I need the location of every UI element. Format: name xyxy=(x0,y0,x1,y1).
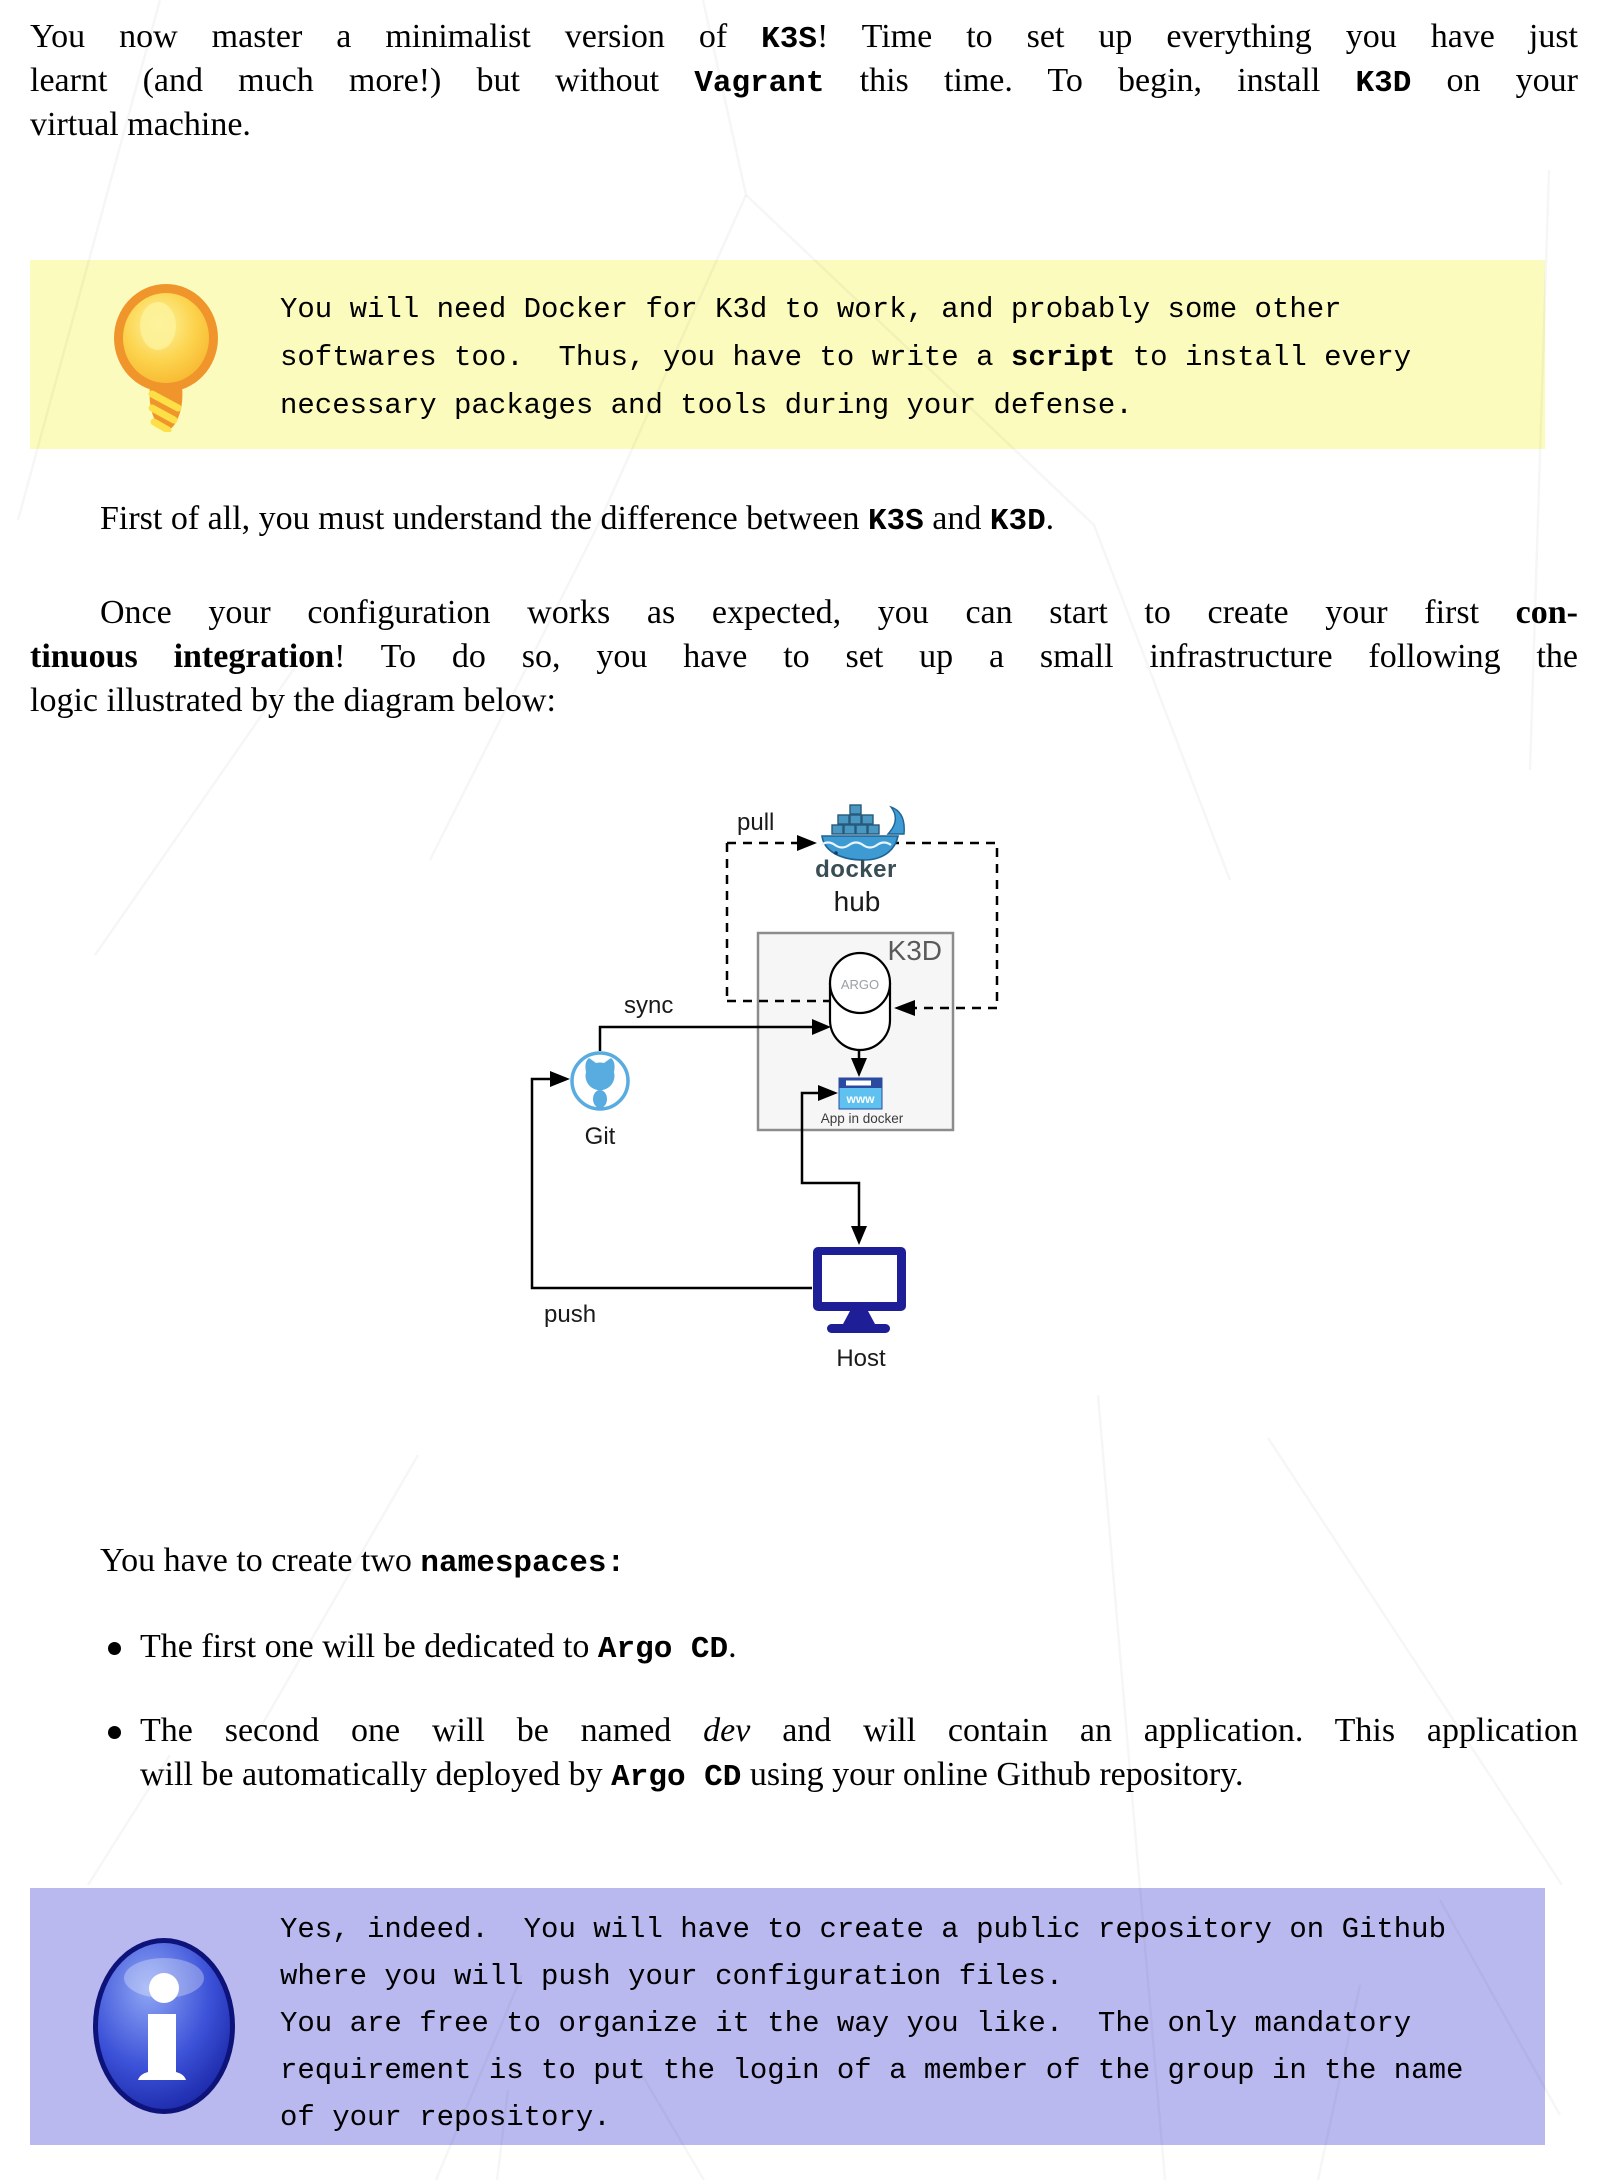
info-box xyxy=(30,1888,1545,2145)
text-segment: this time. To begin, install xyxy=(824,62,1356,99)
paragraph-line xyxy=(30,636,1578,679)
info-line: of your repository. xyxy=(280,2101,611,2134)
paragraph-line xyxy=(30,60,1578,104)
www-label: www xyxy=(846,1092,875,1106)
text-segment: and will contain an application. This application xyxy=(750,1712,1578,1749)
text-segment: and xyxy=(923,500,990,537)
text-segment: The second one will be named xyxy=(140,1712,704,1749)
bullet-item xyxy=(140,1754,1243,1798)
app-caption: App in docker xyxy=(820,1111,904,1126)
host-label: Host xyxy=(836,1345,886,1372)
lightbulb-icon xyxy=(102,282,234,432)
git-arrowhead xyxy=(550,1071,570,1087)
paragraph-line xyxy=(30,16,1578,60)
text-segment: will be automatically deployed by xyxy=(140,1756,612,1793)
paragraph-line xyxy=(30,680,556,723)
text-segment: virtual machine. xyxy=(30,106,251,143)
text-segment: on your xyxy=(1411,62,1578,99)
docker-logo-icon xyxy=(821,805,904,860)
bullet-marker xyxy=(108,1642,121,1655)
github-icon xyxy=(572,1053,628,1109)
host-arrowhead xyxy=(851,1226,867,1245)
text-segment: ! Time to set up everything you have just xyxy=(816,18,1578,55)
pull-arrowhead xyxy=(797,835,817,851)
bullet-marker xyxy=(108,1726,121,1739)
hint-line xyxy=(280,340,1411,376)
paragraph-line xyxy=(30,104,251,147)
pull-label: pull xyxy=(737,809,775,836)
host-monitor-icon xyxy=(813,1247,906,1333)
text-segment: You will need Docker for K3d to work, and probably some other xyxy=(280,293,1342,326)
paragraph-line xyxy=(100,592,1578,635)
text-segment: logic illustrated by the diagram below: xyxy=(30,682,556,719)
text-segment: Once your configuration works as expected, you can start to create your first xyxy=(100,594,1516,631)
docker-wordmark: docker xyxy=(815,856,897,883)
text-segment: You now master a minimalist version of xyxy=(30,18,762,55)
text-segment: tinuous integration xyxy=(30,638,335,675)
argo-cylinder xyxy=(830,953,890,1050)
text-segment: You have to create two xyxy=(100,1542,421,1579)
hint-line xyxy=(280,388,1133,424)
hint-box xyxy=(30,260,1545,449)
text-segment: Argo CD xyxy=(611,1760,742,1795)
text-segment: Vagrant xyxy=(694,66,825,101)
text-segment: to install every xyxy=(1115,341,1412,374)
ci-diagram xyxy=(500,790,1020,1390)
text-segment: namespaces: xyxy=(420,1546,626,1581)
hint-line xyxy=(280,292,1342,328)
text-segment: K3D xyxy=(989,504,1046,539)
text-segment: First of all, you must understand the difference between xyxy=(100,500,868,537)
text-segment: dev xyxy=(703,1712,751,1749)
text-segment: . xyxy=(1045,500,1055,537)
text-segment: learnt (and much more!) but without xyxy=(30,62,695,99)
text-segment: ! To do so, you have to set up a small infrastructure following the xyxy=(334,638,1579,675)
text-segment: softwares too. Thus, you have to write a xyxy=(280,341,1011,374)
k3d-label: K3D xyxy=(887,935,942,966)
text-segment: Argo CD xyxy=(597,1632,729,1667)
push-label: push xyxy=(544,1301,597,1328)
info-line: where you will push your configuration files. xyxy=(280,1960,1064,1993)
text-segment: using your online Github repository. xyxy=(741,1756,1244,1793)
text-segment: K3D xyxy=(1355,66,1412,101)
text-segment: K3S xyxy=(867,504,924,539)
app-in-docker-icon xyxy=(839,1078,882,1109)
text-segment: K3S xyxy=(761,22,817,57)
sync-label: sync xyxy=(624,992,674,1019)
text-segment: . xyxy=(728,1628,737,1665)
info-line: Yes, indeed. You will have to create a public repository on Github xyxy=(280,1913,1446,1946)
paragraph-line xyxy=(100,1540,625,1584)
hub-label: hub xyxy=(833,886,881,917)
bullet-item xyxy=(140,1710,1578,1753)
argo-label: ARGO xyxy=(840,977,880,992)
paragraph-line xyxy=(100,498,1054,542)
info-icon xyxy=(90,1936,238,2116)
git-label: Git xyxy=(584,1123,616,1150)
bullet-item xyxy=(140,1626,737,1670)
text-segment: con- xyxy=(1515,594,1578,631)
text-segment: The first one will be dedicated to xyxy=(140,1628,598,1665)
info-line: requirement is to put the login of a member of the group in the name xyxy=(280,2054,1464,2087)
info-line: You are free to organize it the way you like. The only mandatory xyxy=(280,2007,1412,2040)
text-segment: script xyxy=(1010,341,1116,374)
text-segment: necessary packages and tools during your defense. xyxy=(280,389,1133,422)
